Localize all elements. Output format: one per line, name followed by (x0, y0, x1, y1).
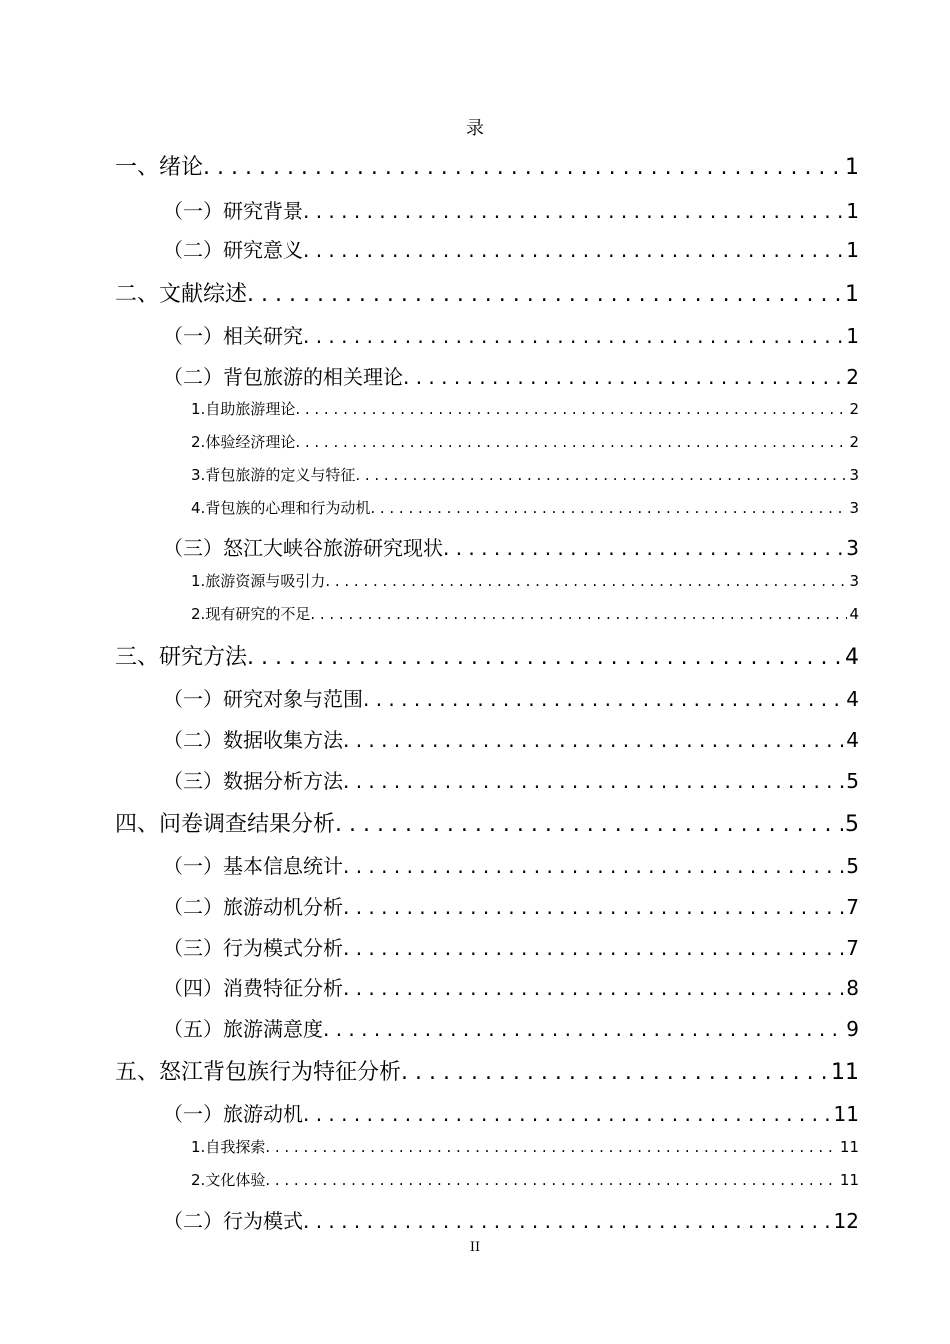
toc-entry-page: 7 (846, 895, 859, 919)
toc-entry-label: 相关研究 (223, 324, 303, 348)
toc-entry-label: 旅游满意度 (223, 1017, 323, 1041)
toc-entry[interactable] (163, 1098, 859, 1127)
toc-leader-dots (265, 1171, 838, 1189)
toc-entry-label: 行为模式分析 (223, 936, 343, 960)
toc-entry[interactable] (191, 497, 859, 518)
toc-entry[interactable] (163, 532, 859, 561)
toc-entry-label: 绪论 (159, 155, 204, 180)
toc-entry-number: （一） (163, 854, 223, 878)
toc-entry-label: 基本信息统计 (223, 854, 343, 878)
toc-entry[interactable] (115, 1055, 859, 1086)
toc-entry[interactable] (115, 150, 859, 181)
toc-entry-label: 文献综述 (159, 282, 248, 307)
page-number-footer: II (469, 1240, 481, 1255)
toc-entry-page: 3 (846, 536, 859, 560)
toc-leader-dots (343, 976, 844, 1000)
toc-leader-dots (343, 769, 844, 793)
toc-entry[interactable] (191, 1136, 859, 1157)
toc-entry[interactable] (163, 1205, 859, 1234)
toc-entry-label: 行为模式 (223, 1209, 303, 1233)
toc-entry[interactable] (191, 570, 859, 591)
toc-entry-page: 4 (846, 687, 859, 711)
toc-entry-page: 11 (839, 1138, 859, 1156)
toc-leader-dots (343, 854, 844, 878)
toc-entry-number: （五） (163, 1017, 223, 1041)
toc-entry[interactable] (163, 195, 859, 224)
toc-entry-label: 背包旅游的定义与特征 (205, 466, 356, 484)
toc-leader-dots (295, 433, 847, 451)
toc-entry-number: （一） (163, 1102, 223, 1126)
toc-entry-label: 消费特征分析 (223, 976, 343, 1000)
toc-leader-dots (303, 199, 844, 223)
toc-entry-page: 5 (846, 854, 859, 878)
toc-entry-number: 3. (191, 466, 206, 484)
toc-entry-number: 三、 (115, 645, 160, 670)
toc-entry-page: 11 (833, 1102, 859, 1126)
toc-entry-label: 研究背景 (223, 199, 303, 223)
toc-entry-page: 7 (846, 936, 859, 960)
toc-entry-page: 1 (845, 282, 859, 307)
toc-leader-dots (265, 1138, 838, 1156)
toc-entry-number: 2. (191, 433, 206, 451)
toc-entry-number: 五、 (115, 1060, 160, 1085)
toc-entry-number: 二、 (115, 282, 160, 307)
toc-entry[interactable] (163, 724, 859, 753)
toc-entry[interactable] (163, 234, 859, 263)
toc-leader-dots (203, 155, 843, 180)
toc-entry-label: 旅游动机 (223, 1102, 303, 1126)
toc-entry-page: 5 (846, 769, 859, 793)
toc-entry-label: 研究方法 (159, 645, 248, 670)
toc-entry[interactable] (191, 398, 859, 419)
toc-leader-dots (363, 687, 844, 711)
toc-leader-dots (355, 466, 847, 484)
toc-entry[interactable] (115, 807, 859, 838)
toc-entry-page: 2 (849, 400, 859, 418)
toc-leader-dots (443, 536, 844, 560)
toc-entry-label: 体验经济理论 (205, 433, 296, 451)
toc-entry-label: 数据分析方法 (223, 769, 343, 793)
toc-entry-number: （三） (163, 769, 223, 793)
toc-entry-label: 怒江背包族行为特征分析 (159, 1060, 402, 1085)
toc-entry-label: 自助旅游理论 (205, 400, 296, 418)
toc-entry-page: 5 (845, 812, 859, 837)
toc-entry[interactable] (163, 320, 859, 349)
toc-entry-number: 一、 (115, 155, 160, 180)
toc-leader-dots (370, 499, 847, 517)
toc-entry[interactable] (163, 932, 859, 961)
toc-entry-page: 1 (846, 324, 859, 348)
toc-entry-page: 1 (846, 199, 859, 223)
toc-entry-page: 11 (831, 1060, 859, 1085)
toc-entry-number: （三） (163, 536, 223, 560)
toc-entry-number: （二） (163, 365, 223, 389)
toc-entry-label: 研究对象与范围 (223, 687, 363, 711)
toc-entry-page: 4 (846, 728, 859, 752)
toc-entry-page: 11 (839, 1171, 859, 1189)
toc-leader-dots (310, 605, 847, 623)
toc-leader-dots (295, 400, 847, 418)
toc-entry[interactable] (115, 277, 859, 308)
toc-leader-dots (303, 324, 844, 348)
toc-entry-number: （四） (163, 976, 223, 1000)
toc-entry-page: 3 (849, 499, 859, 517)
toc-entry[interactable] (163, 361, 859, 390)
toc-entry[interactable] (191, 603, 859, 624)
toc-entry-page: 12 (833, 1209, 859, 1233)
toc-entry[interactable] (191, 464, 859, 485)
toc-entry-number: （二） (163, 895, 223, 919)
toc-entry-page: 2 (849, 433, 859, 451)
toc-entry[interactable] (191, 431, 859, 452)
toc-entry-number: 2. (191, 605, 206, 623)
toc-entry-page: 2 (846, 365, 859, 389)
toc-entry-number: 2. (191, 1171, 206, 1189)
toc-leader-dots (303, 1102, 832, 1126)
toc-entry-label: 背包旅游的相关理论 (223, 365, 403, 389)
toc-entry-page: 3 (849, 572, 859, 590)
toc-entry-number: （二） (163, 1209, 223, 1233)
toc-entry-number: 1. (191, 400, 206, 418)
toc-entry-page: 9 (846, 1017, 859, 1041)
toc-entry-label: 自我探索 (205, 1138, 266, 1156)
toc-entry[interactable] (163, 972, 859, 1001)
toc-leader-dots (323, 1017, 844, 1041)
toc-entry-number: 4. (191, 499, 206, 517)
toc-entry[interactable] (163, 765, 859, 794)
toc-entry-number: 1. (191, 572, 206, 590)
toc-entry-label: 旅游资源与吸引力 (205, 572, 326, 590)
toc-leader-dots (303, 1209, 832, 1233)
toc-entry-label: 研究意义 (223, 238, 303, 262)
toc-entry-label: 问卷调查结果分析 (159, 812, 336, 837)
toc-entry-number: 四、 (115, 812, 160, 837)
toc-entry-number: （二） (163, 238, 223, 262)
toc-leader-dots (401, 1060, 829, 1085)
toc-entry[interactable] (163, 891, 859, 920)
toc-entry[interactable] (163, 850, 859, 879)
toc-entry[interactable] (115, 640, 859, 671)
toc-entry[interactable] (191, 1169, 859, 1190)
toc-leader-dots (343, 936, 844, 960)
toc-leader-dots (247, 282, 843, 307)
toc-entry-page: 3 (849, 466, 859, 484)
toc-entry-label: 数据收集方法 (223, 728, 343, 752)
toc-leader-dots (247, 645, 843, 670)
toc-entry-label: 怒江大峡谷旅游研究现状 (223, 536, 443, 560)
toc-entry-page: 1 (845, 155, 859, 180)
toc-title: 录 (466, 118, 484, 139)
toc-entry-number: （一） (163, 687, 223, 711)
toc-entry-number: （一） (163, 324, 223, 348)
toc-entry-label: 文化体验 (205, 1171, 266, 1189)
toc-leader-dots (343, 895, 844, 919)
toc-entry-label: 背包族的心理和行为动机 (205, 499, 371, 517)
toc-leader-dots (325, 572, 847, 590)
toc-entry-label: 旅游动机分析 (223, 895, 343, 919)
toc-entry-number: （一） (163, 199, 223, 223)
toc-entry[interactable] (163, 1013, 859, 1042)
toc-entry-page: 4 (849, 605, 859, 623)
toc-entry-page: 8 (846, 976, 859, 1000)
toc-entry-number: （二） (163, 728, 223, 752)
toc-leader-dots (403, 365, 844, 389)
toc-entry-page: 4 (845, 645, 859, 670)
toc-entry-label: 现有研究的不足 (205, 605, 311, 623)
toc-leader-dots (335, 812, 843, 837)
toc-entry-page: 1 (846, 238, 859, 262)
toc-leader-dots (303, 238, 844, 262)
toc-entry[interactable] (163, 683, 859, 712)
toc-entry-number: 1. (191, 1138, 206, 1156)
toc-entry-number: （三） (163, 936, 223, 960)
toc-leader-dots (343, 728, 844, 752)
